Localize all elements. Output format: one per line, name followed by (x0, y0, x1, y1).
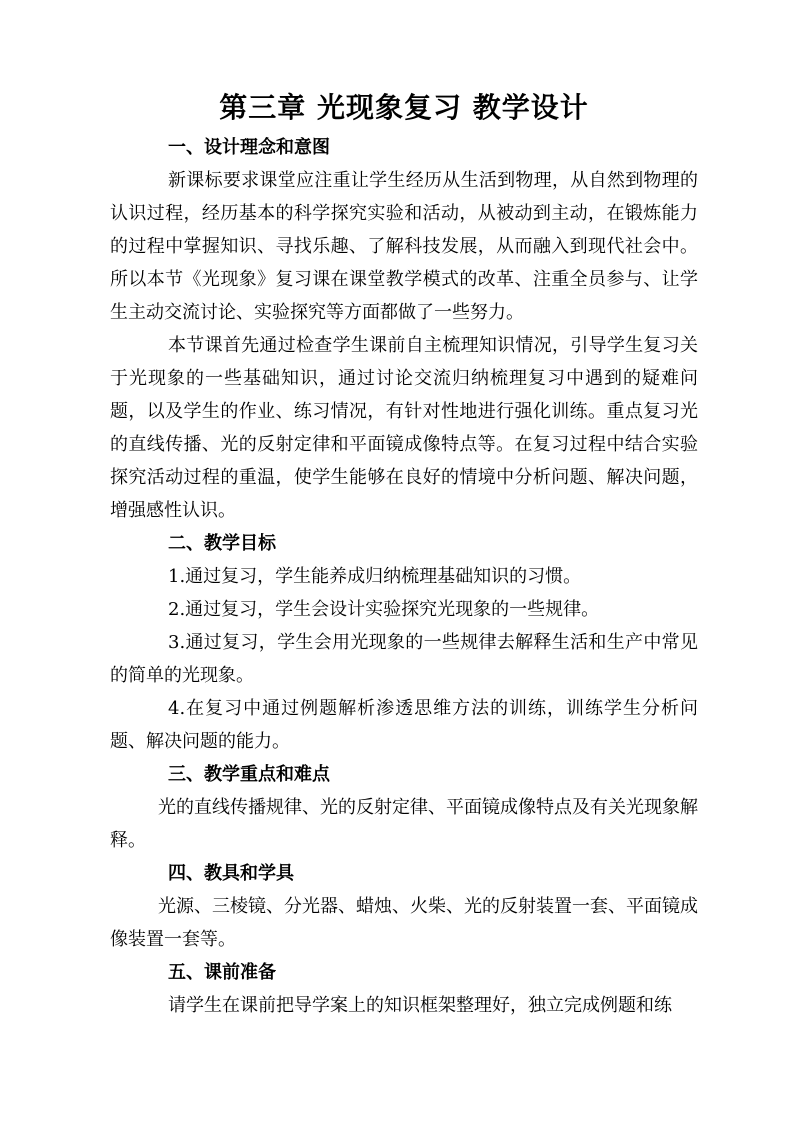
section-heading: 三、教学重点和难点 (168, 764, 330, 785)
paragraph: 本节课首先通过检查学生课前自主梳理知识情况，引导学生复习关于光现象的一些基础知识，通过讨论交流归纳梳理复习中遇到的疑难问题，以及学生的作业、练习情况，有针对性地进行强化训练。重点复习光的直线传播、光的反射定律和平面镜成像特点等。在复习过程中结合实验探究活动过程的重温，使学生能够在良好的情境中分析问题、解决问题，增强感性认识。 (110, 335, 698, 521)
list-item: 2.通过复习，学生会设计实验探究光现象的一些规律。 (168, 599, 600, 620)
goal-list (110, 560, 698, 758)
list-item: 3.通过复习，学生会用光现象的一些规律去解释生活和生产中常见的简单的光现象。 (110, 632, 698, 686)
section-heading: 四、教具和学具 (168, 863, 294, 884)
section-key-points (110, 758, 698, 857)
paragraph: 光的直线传播规律、光的反射定律、平面镜成像特点及有关光现象解释。 (110, 797, 698, 851)
section-materials (110, 857, 698, 956)
list-item: 4.在复习中通过例题解析渗透思维方法的训练，训练学生分析问题、解决问题的能力。 (110, 698, 698, 752)
list-item: 1.通过复习，学生能养成归纳梳理基础知识的习惯。 (168, 566, 582, 587)
section-heading: 一、设计理念和意图 (168, 137, 330, 158)
section-teaching-goals (110, 527, 698, 758)
paragraph: 请学生在课前把导学案上的知识框架整理好，独立完成例题和练 (168, 995, 672, 1016)
section-heading: 二、教学目标 (168, 533, 276, 554)
paragraph: 光源、三棱镜、分光器、蜡烛、火柴、光的反射装置一套、平面镜成像装置一套等。 (110, 896, 698, 950)
section-preparation (110, 956, 698, 1022)
section-design-concept (110, 131, 698, 527)
section-heading: 五、课前准备 (168, 962, 276, 983)
document-title: 第三章 光现象复习 教学设计 (219, 91, 589, 124)
paragraph: 新课标要求课堂应注重让学生经历从生活到物理，从自然到物理的认识过程，经历基本的科学探究实验和活动，从被动到主动，在锻炼能力的过程中掌握知识、寻找乐趣、了解科技发展，从而融入到现代社会中。所以本节《光现象》复习课在课堂教学模式的改革、注重全员参与、让学生主动交流讨论、实验探究等方面都做了一些努力。 (110, 170, 698, 323)
